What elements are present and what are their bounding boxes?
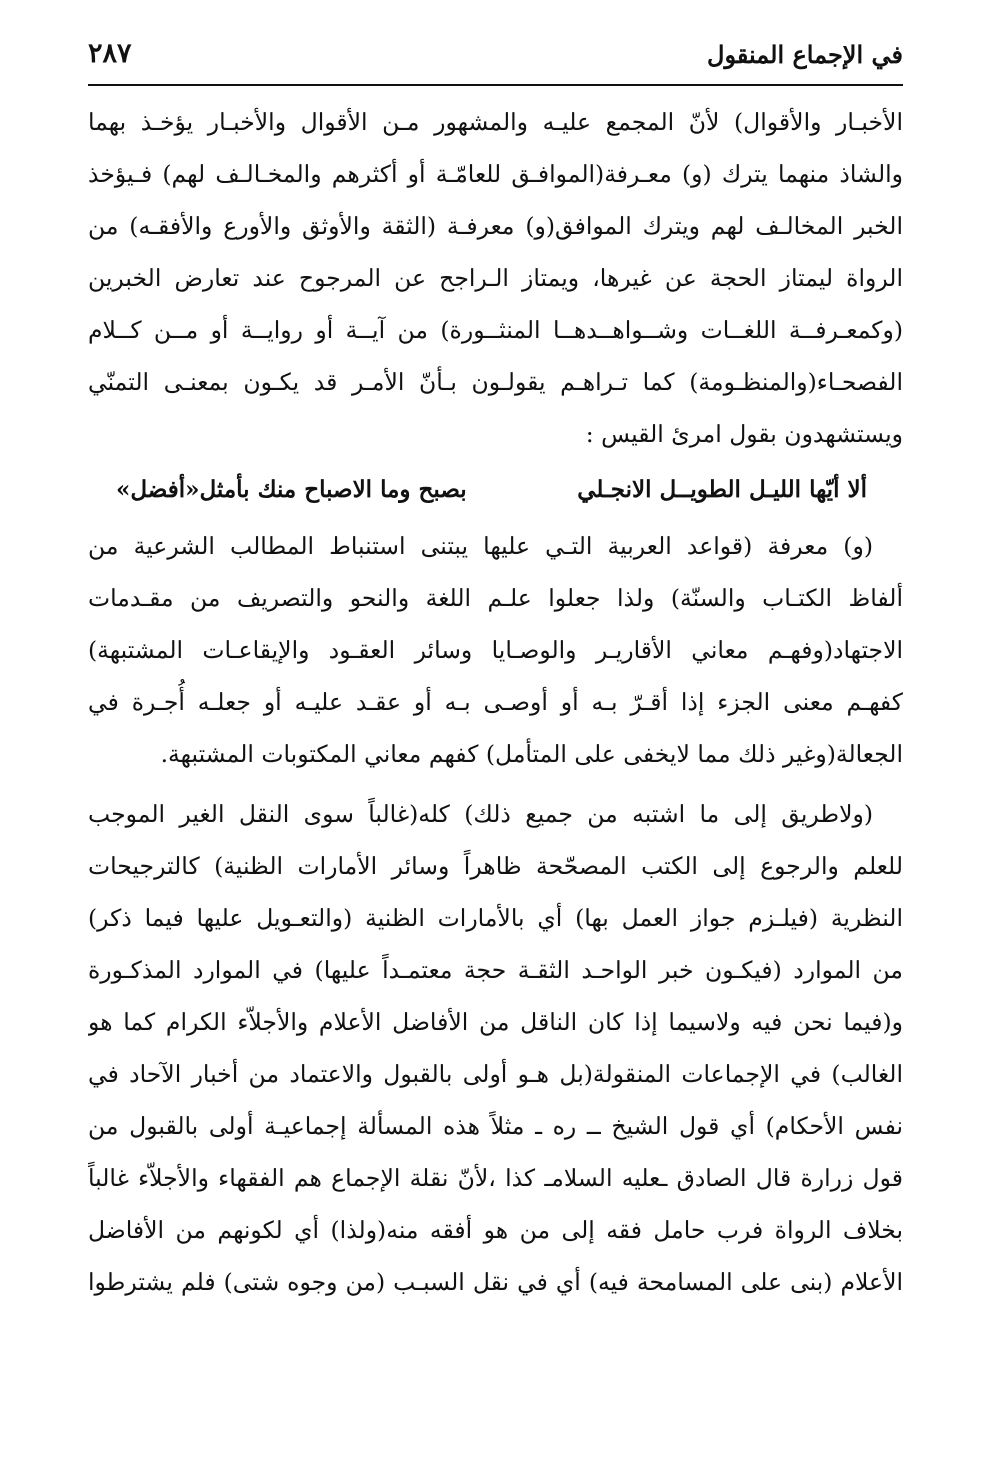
paragraph-gap <box>88 780 903 788</box>
text-line: بخلاف الرواة فرب حامل فقه إلى من هو أفقه منه(ولذا) أي لكونهم من الأفاضل <box>88 1216 903 1244</box>
text-line: ويستشهدون بقول امرئ القيس : <box>585 420 903 448</box>
text-line: (ولاطريق إلى ما اشتبه من جميع ذلك) كله(غالباً سوى النقل الغير الموجب <box>88 800 873 828</box>
poem-first-hemistich: ألا أيّها الليـل الطويــل الانجـلي <box>577 476 867 503</box>
text-line: الاجتهاد(وفهـم معاني الأقاريـر والوصـايا وسائر العقـود والإيقاعـات المشتبهة) <box>88 636 903 664</box>
text-line: الرواة ليمتاز الحجة عن غيرها، ويمتاز الـراجح عن المرجوح عند تعارض الخبرين <box>88 264 903 292</box>
text-line: الأخبـار والأقوال) لأنّ المجمع عليـه والمشهور مـن الأقوال والأخبـار يؤخـذ بهما <box>88 108 903 136</box>
text-line: (وكمعـرفــة اللغــات وشــواهــدهــا المنثــورة) من آيــة أو روايــة أو مــن كــلام <box>88 316 903 344</box>
text-line: والشاذ منهما يترك (و) معـرفة(الموافـق للعامّـة أو أكثرهم والمخـالـف لهم) فـيؤخذ <box>88 160 903 188</box>
paragraph-2 <box>88 520 903 780</box>
running-title: في الإجماع المنقول <box>707 40 903 69</box>
text-line: من الموارد (فيكـون خبر الواحـد الثقـة حجة معتمـداً عليها) في الموارد المذكـورة <box>88 956 903 984</box>
text-line: كفهـم معنى الجزء إذا أقـرّ بـه أو أوصـى بـه أو عقـد عليـه أو جعلـه أُجـرة في <box>88 688 903 716</box>
poem-second-hemistich: بصبح وما الاصباح منك بأمثل«أفضل» <box>116 476 467 503</box>
text-line: الجعالة(وغير ذلك مما لايخفى على المتأمل) كفهم معاني المكتوبات المشتبهة. <box>160 740 903 768</box>
text-line: ألفاظ الكتـاب والسنّة) ولذا جعلوا علـم اللغة والنحو والتصريف من مقـدمات <box>88 584 903 612</box>
main-text <box>88 96 903 1308</box>
paragraph-3 <box>88 788 903 1308</box>
text-line: الغالب) في الإجماعات المنقولة(بل هـو أولى بالقبول والاعتماد من أخبار الآحاد في <box>88 1060 903 1088</box>
text-line: (و) معرفة (قواعد العربية التـي عليها يبتنى استنباط المطالب الشرعية من <box>88 532 873 560</box>
text-line: للعلم والرجوع إلى الكتب المصحّحة ظاهراً وسائر الأمارات الظنية) كالترجيحات <box>88 852 903 880</box>
header-divider <box>88 84 903 86</box>
page-number: ٢٨٧ <box>88 38 132 69</box>
text-line: الأعلام (بنى على المسامحة فيه) أي في نقل السبـب (من وجوه شتى) فلم يشترطوا <box>88 1268 903 1296</box>
text-line: نفس الأحكام) أي قول الشيخ ــ ره ـ مثلاً هذه المسألة إجماعيـة أولى بالقبول من <box>88 1112 903 1140</box>
poem-verse <box>88 460 903 520</box>
text-line: الفصحـاء(والمنظـومة) كما تـراهـم يقولـون بـأنّ الأمـر قد يكـون بمعنـى التمنّي <box>88 368 903 396</box>
text-line: النظرية (فيلـزم جواز العمل بها) أي بالأمارات الظنية (والتعـويل عليها فيما ذكر) <box>88 904 903 932</box>
text-line: قول زرارة قال الصادق ـعليه السلامـ كذا ،لأنّ نقلة الإجماع هم الفقهاء والأجلاّء غالباً <box>88 1164 903 1192</box>
text-line: الخبر المخالـف لهم ويترك الموافق(و) معرفـة (الثقة والأوثق والأورع والأفقـه) من <box>88 212 903 240</box>
paragraph-1 <box>88 96 903 460</box>
page-header <box>88 34 903 84</box>
text-line: و(فيما نحن فيه ولاسيما إذا كان الناقل من الأفاضل الأعلام والأجلاّء الكرام كما هو <box>88 1008 903 1036</box>
